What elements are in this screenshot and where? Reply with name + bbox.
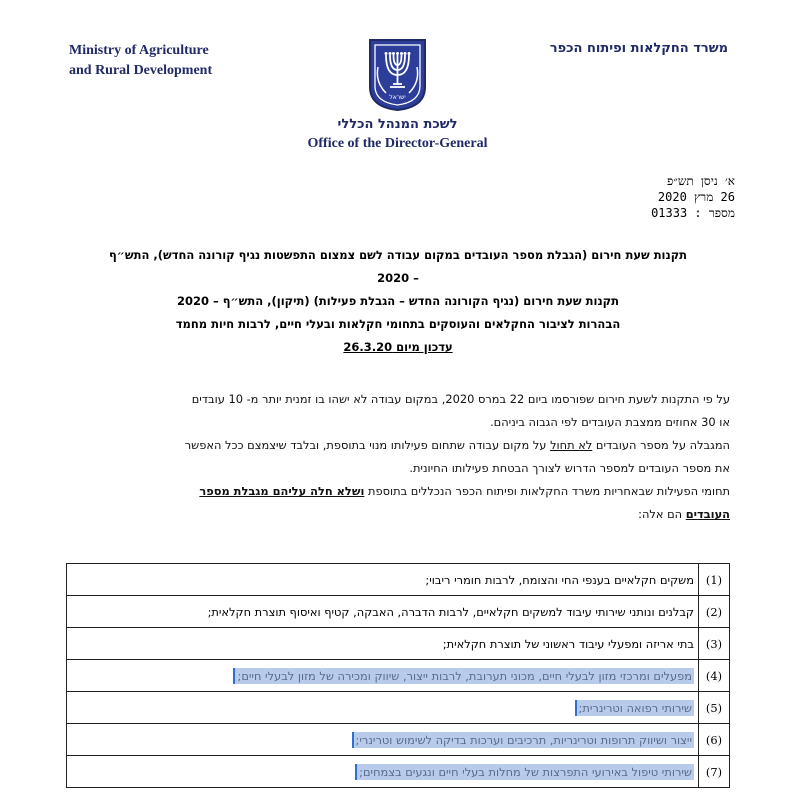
highlighted-selection[interactable]: ייצור ושיווק תרופות וטרינריות, תרכיבים וערכות בדיקה לשימוש וטרינרי; (352, 732, 694, 748)
exempt-activities-table (66, 563, 730, 788)
item-text: בתי אריזה ומפעלי עיבוד ראשוני של תוצרת חקלאית; (67, 628, 699, 660)
item-text-cell (67, 692, 699, 724)
body-line (66, 503, 730, 526)
body-line: על פי התקנות לשעת חירום שפורסמו ביום 22 במרס 2020, במקום עבודה לא ישהו בו זמנית יותר מ- 10 עובדים (191, 392, 730, 406)
ministry-name-line1: Ministry of Agriculture (69, 43, 209, 58)
body-text (66, 388, 730, 526)
emphasis-not-apply: לא תחול (550, 438, 593, 452)
title-line-1: תקנות שעת חירום (הגבלת מספר העובדים במקום עבודה לשם צמצום התפשטות נגיף קורונה החדש), התש״ף (108, 248, 688, 262)
item-number: (6) (699, 724, 730, 756)
table-row (67, 660, 730, 692)
item-text-cell (67, 660, 699, 692)
table-row (67, 692, 730, 724)
ministry-name-english (69, 41, 269, 81)
office-name-english: Office of the Director-General (307, 136, 488, 151)
item-number: (5) (699, 692, 730, 724)
highlighted-selection[interactable]: מפעלים ומרכזי מזון לבעלי חיים, מכוני תערובת, לרבות ייצור, שיווק ומכירה של מזון לבעלי חיים; (233, 668, 694, 684)
item-number: (7) (699, 756, 730, 788)
table-row (67, 724, 730, 756)
emphasis-exempt: ושלא חלה עליהם מגבלת מספר (199, 484, 365, 498)
body-line: את מספר העובדים למספר הדרוש לצורך הבטחת פעילותו החיונית. (409, 461, 730, 475)
office-name-hebrew: לשכת המנהל הכללי (337, 117, 458, 132)
document-titles (60, 244, 736, 359)
item-text: משקים חקלאיים בענפי החי והצומח, לרבות חומרי ריבוי; (67, 564, 699, 596)
body-line (66, 480, 730, 503)
title-line-2: – 2020 (377, 271, 419, 285)
body-text-span: המגבלה על מספר העובדים (592, 438, 730, 452)
table-row (67, 564, 730, 596)
item-number: (2) (699, 596, 730, 628)
update-date: עדכון מיום 26.3.20 (343, 340, 453, 354)
ministry-name-hebrew: משרד החקלאות ופיתוח הכפר (549, 41, 728, 56)
item-text-cell (67, 724, 699, 756)
body-line (66, 434, 730, 457)
state-emblem-icon (366, 37, 429, 112)
title-line-4: הבהרות לציבור החקלאים והעוסקים בתחומי חקלאות ובעלי חיים, לרבות חיות מחמד (175, 317, 621, 331)
hebrew-date: א׳ ניסן תש״פ (666, 174, 735, 188)
body-text-span: תחומי הפעילות שבאחריות משרד החקלאות ופיתוח הכפר הנכללים בתוספת (364, 484, 730, 498)
title-line-3: תקנות שעת חירום (נגיף הקורונה החדש – הגבלת פעילות) (תיקון), התש״ף – 2020 (176, 294, 619, 308)
table-row (67, 756, 730, 788)
ministry-name-line2: and Rural Development (69, 63, 213, 78)
item-text: קבלנים ונותני שירותי עיבוד למשקים חקלאיים, לרבות הדברה, האבקה, קטיף ואיסוף תוצרת חקלאית; (67, 596, 699, 628)
highlighted-selection[interactable]: שירותי רפואה וטרינרית; (575, 700, 694, 716)
document-meta (535, 173, 735, 221)
item-text-cell (67, 756, 699, 788)
gregorian-date: 26 מרץ 2020 (657, 190, 735, 204)
item-number: (4) (699, 660, 730, 692)
emblem-caption: ישראל (389, 94, 406, 101)
body-text-span: על מקום עבודה שתחום פעילותו מנוי בתוספת, ובלבד שיצמצם ככל האפשר (184, 438, 551, 452)
table-row (67, 596, 730, 628)
table-row (67, 628, 730, 660)
highlighted-selection[interactable]: שירותי טיפול באירועי התפרצות של מחלות בעלי חיים ונגעים בצמחים; (355, 764, 694, 780)
emphasis-workers: העובדים (685, 507, 730, 521)
item-number: (3) (699, 628, 730, 660)
document-number: מספר : 01333 (651, 206, 735, 220)
item-number: (1) (699, 564, 730, 596)
body-line: או 30 אחוזים ממצבת העובדים לפי הגבוה ביניהם. (490, 415, 730, 429)
body-text-span: הם אלה: (638, 507, 686, 521)
